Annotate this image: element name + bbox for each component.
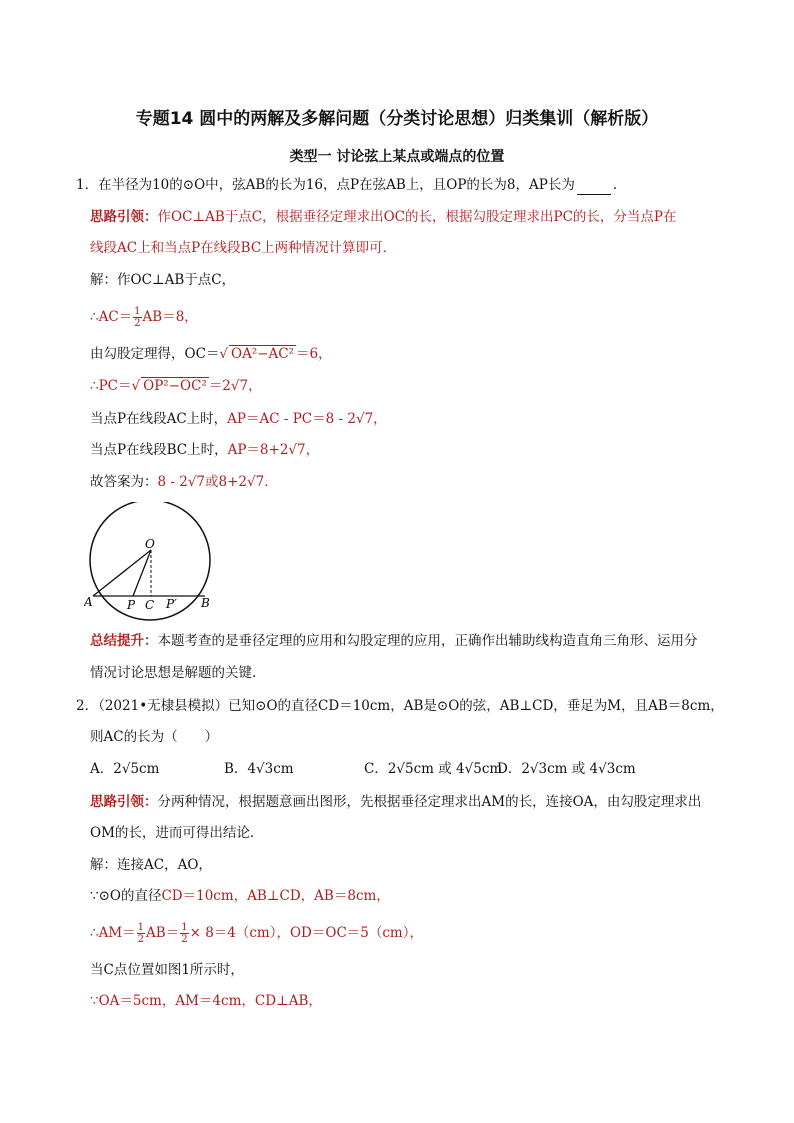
q2-hint-line-2: OM的长，进而可得出结论．	[90, 825, 264, 841]
q2-solution-line-3: ∴AM＝ $\frac{1}{2}$ AB＝ $\frac{1}{2}$ × 8＝4（cm），OD＝OC＝5（cm），	[90, 922, 423, 945]
q1-summary-line-1: 总结提升：本题考查的是垂径定理的应用和勾股定理的应用，正确作出辅助线构造直角三角形、运用分	[90, 633, 698, 649]
hint-label: 思路引领：	[90, 209, 158, 225]
q1-solution-line-1: 解：作OC⊥AB于点C，	[90, 272, 236, 288]
q2-solution-line-2: ∵⊙O的直径CD＝10cm，AB⊥CD，AB＝8cm，	[90, 888, 390, 904]
q2-stem-line-1: 2．（2021•无棣县模拟）已知⊙O的直径CD＝10cm，AB是⊙O的弦，AB⊥CD，垂足为M，且AB＝8cm，	[76, 698, 724, 714]
answer-blank	[577, 176, 611, 195]
q2-option-c: C．2√5cm 或 4√5cm	[364, 761, 503, 777]
hint-label-2: 思路引领：	[90, 794, 158, 810]
section-subtitle: 类型一 讨论弦上某点或端点的位置	[289, 149, 505, 165]
q1-solution-line-3: 由勾股定理得，OC＝√ OA²−AC² ＝6，	[90, 346, 332, 362]
label-c: C	[145, 598, 155, 612]
q1-stem: 1．在半径为10的⊙O中，弦AB的长为16，点P在弦AB上，且OP的长为8，AP长为 ．	[76, 177, 627, 193]
q2-option-d: D．2√3cm 或 4√3cm	[497, 761, 636, 777]
q1-solution-line-6: 当点P在线段BC上时，AP＝8+2√7，	[90, 442, 320, 458]
q1-hint-line-2: 线段AC上和当点P在线段BC上两种情况计算即可．	[90, 240, 397, 256]
q1-solution-line-2: ∴AC＝ $\frac{1}{2}$ AB＝8，	[90, 306, 198, 329]
circle-figure	[84, 502, 224, 622]
q2-solution-line-5: ∵OA＝5cm，AM＝4cm，CD⊥AB，	[90, 993, 322, 1009]
q2-solution-line-1: 解：连接AC，AO，	[90, 857, 212, 873]
label-b: B	[201, 596, 210, 610]
q2-hint-line-1: 思路引领：分两种情况，根据题意画出图形，先根据垂径定理求出AM的长，连接OA，由勾股定理求出	[90, 794, 702, 810]
label-p: P	[127, 598, 136, 612]
q1-summary-line-2: 情况讨论思想是解题的关键．	[90, 665, 266, 681]
q1-hint-line-1: 思路引领：作OC⊥AB于点C，根据垂径定理求出OC的长，根据勾股定理求出PC的长，分当点P在	[90, 209, 677, 225]
q2-option-a: A．2√5cm	[90, 761, 160, 777]
q1-answer-line: 故答案为：8 - 2√7或8+2√7．	[90, 474, 278, 490]
page-title: 专题14 圆中的两解及多解问题（分类讨论思想）归类集训（解析版）	[135, 109, 659, 129]
label-o: O	[145, 537, 155, 551]
label-p-prime: P′	[166, 597, 177, 611]
label-a: A	[84, 595, 93, 609]
q2-stem-line-2: 则AC的长为（ ）	[90, 729, 219, 745]
fraction-half: $\frac{1}{2}$	[134, 306, 141, 329]
fraction-half-b: $\frac{1}{2}$	[181, 922, 188, 945]
summary-label: 总结提升：	[90, 633, 158, 649]
fraction-half-a: $\frac{1}{2}$	[137, 922, 145, 945]
q1-solution-line-5: 当点P在线段AC上时，AP＝AC - PC＝8 - 2√7，	[90, 411, 387, 427]
q2-option-b: B．4√3cm	[224, 761, 294, 777]
q2-solution-line-4: 当C点位置如图1所示时，	[90, 962, 244, 978]
q1-solution-line-4: ∴PC＝√ OP²−OC² ＝2√7，	[90, 378, 262, 394]
